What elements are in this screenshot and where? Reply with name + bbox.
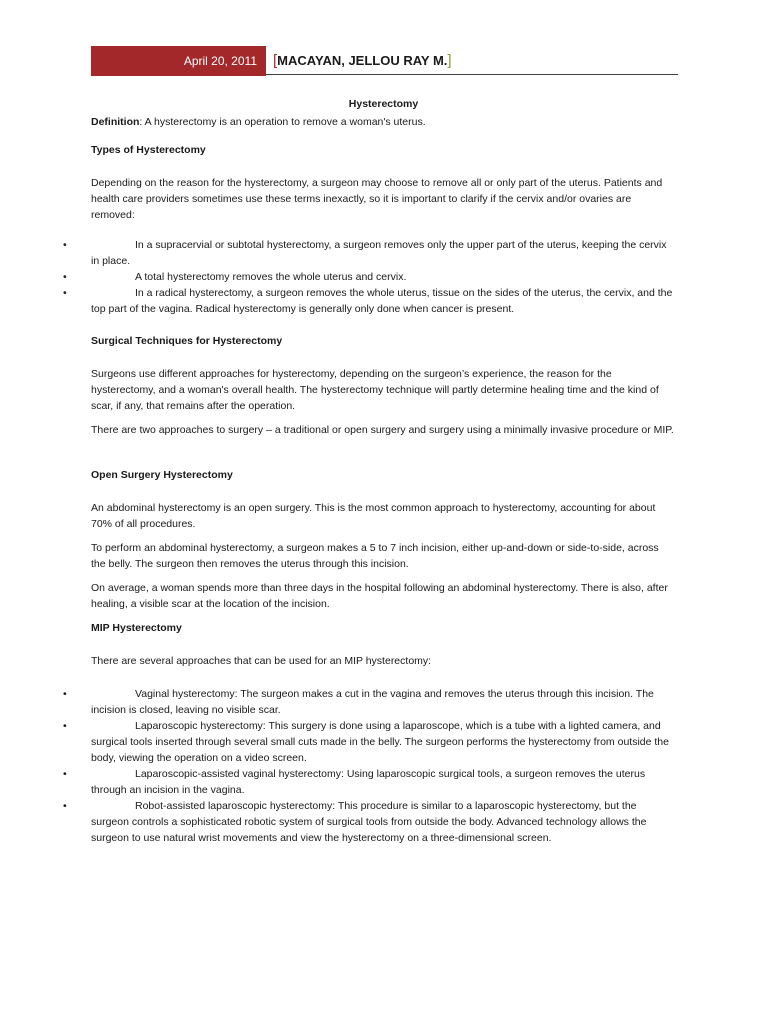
open-surgery-paragraph-2: To perform an abdominal hysterectomy, a surgeon makes a 5 to 7 inch incision, either up-and-down or side-to-side, across the belly. The surgeon then removes the uterus through this incision. [91, 542, 659, 570]
open-surgery-paragraph-1: An abdominal hysterectomy is an open surgery. This is the most common approach to hysterectomy, accounting for about 70% of all procedures. [91, 502, 656, 530]
bullet-icon: • [63, 800, 67, 812]
header-rule [266, 74, 678, 75]
header-author-name: MACAYAN, JELLOU RAY M. [277, 53, 448, 68]
list-item: • Robot-assisted laparoscopic hysterectomy: This procedure is similar to a laparoscopic hysterectomy, but the surgeon controls a sophisticated robotic system of surgical tools from outside the body. Advanced technology allows the surgeon to use natural wrist movements and view the hysterectomy on a three-dimensional screen. [63, 800, 647, 844]
bullet-icon: • [63, 688, 67, 700]
bullet-icon: • [63, 768, 67, 780]
definition-text: : A hysterectomy is an operation to remove a woman's uterus. [139, 116, 426, 128]
document-body [63, 96, 676, 855]
bullet-icon: • [63, 720, 67, 732]
list-item: • Laparoscopic hysterectomy: This surgery is done using a laparoscope, which is a tube with a lighted camera, and surgical tools inserted through several small cuts made in the belly. The surgeon performs the hysterectomy from outside the body, viewing the operation on a video screen. [63, 720, 669, 764]
mip-heading: MIP Hysterectomy [91, 622, 182, 634]
techniques-heading: Surgical Techniques for Hysterectomy [91, 335, 283, 347]
list-item: • In a radical hysterectomy, a surgeon removes the whole uterus, tissue on the sides of the uterus, the cervix, and the top part of the vagina. Radical hysterectomy is generally only done when cancer is present. [63, 287, 673, 315]
list-item: • Vaginal hysterectomy: The surgeon makes a cut in the vagina and removes the uterus through this incision. The incision is closed, leaving no visible scar. [63, 688, 654, 716]
list-item: • In a supracervial or subtotal hysterectomy, a surgeon removes only the upper part of the uterus, keeping the cervix in place. [63, 239, 667, 267]
definition-paragraph [91, 114, 676, 130]
header-date: April 20, 2011 [91, 46, 266, 76]
bullet-icon: • [63, 287, 67, 299]
header-author [273, 52, 452, 69]
document-title: Hysterectomy [348, 98, 419, 110]
header-bracket-open: [ [273, 52, 278, 69]
mip-list [63, 686, 676, 846]
open-surgery-heading: Open Surgery Hysterectomy [91, 469, 233, 481]
list-item: • Laparoscopic-assisted vaginal hysterectomy: Using laparoscopic surgical tools, a surgeon removes the uterus through an incision in the vagina. [63, 768, 646, 796]
techniques-paragraph-1: Surgeons use different approaches for hysterectomy, depending on the surgeon’s experience, the reason for the hysterectomy, and a woman's overall health. The hysterectomy technique will partly determine healing time and the kind of scar, if any, that remains after the operation. [91, 368, 659, 412]
page-header [91, 46, 678, 76]
types-intro: Depending on the reason for the hysterectomy, a surgeon may choose to remove all or only part of the uterus. Patients and health care providers sometimes use these terms inexactly, so it is important to clarify if the cervix and/or ovaries are removed: [91, 177, 663, 221]
definition-label: Definition [91, 116, 140, 128]
types-heading: Types of Hysterectomy [91, 144, 206, 156]
mip-intro: There are several approaches that can be used for an MIP hysterectomy: [91, 655, 432, 667]
header-bracket-close: ] [447, 52, 452, 69]
techniques-paragraph-2: There are two approaches to surgery – a traditional or open surgery and surgery using a minimally invasive procedure or MIP. [91, 424, 674, 436]
bullet-icon: • [63, 239, 67, 251]
list-item: • A total hysterectomy removes the whole uterus and cervix. [63, 271, 407, 283]
types-list [63, 237, 676, 317]
open-surgery-paragraph-3: On average, a woman spends more than three days in the hospital following an abdominal hysterectomy. There is also, after healing, a visible scar at the location of the incision. [91, 582, 668, 610]
bullet-icon: • [63, 271, 67, 283]
